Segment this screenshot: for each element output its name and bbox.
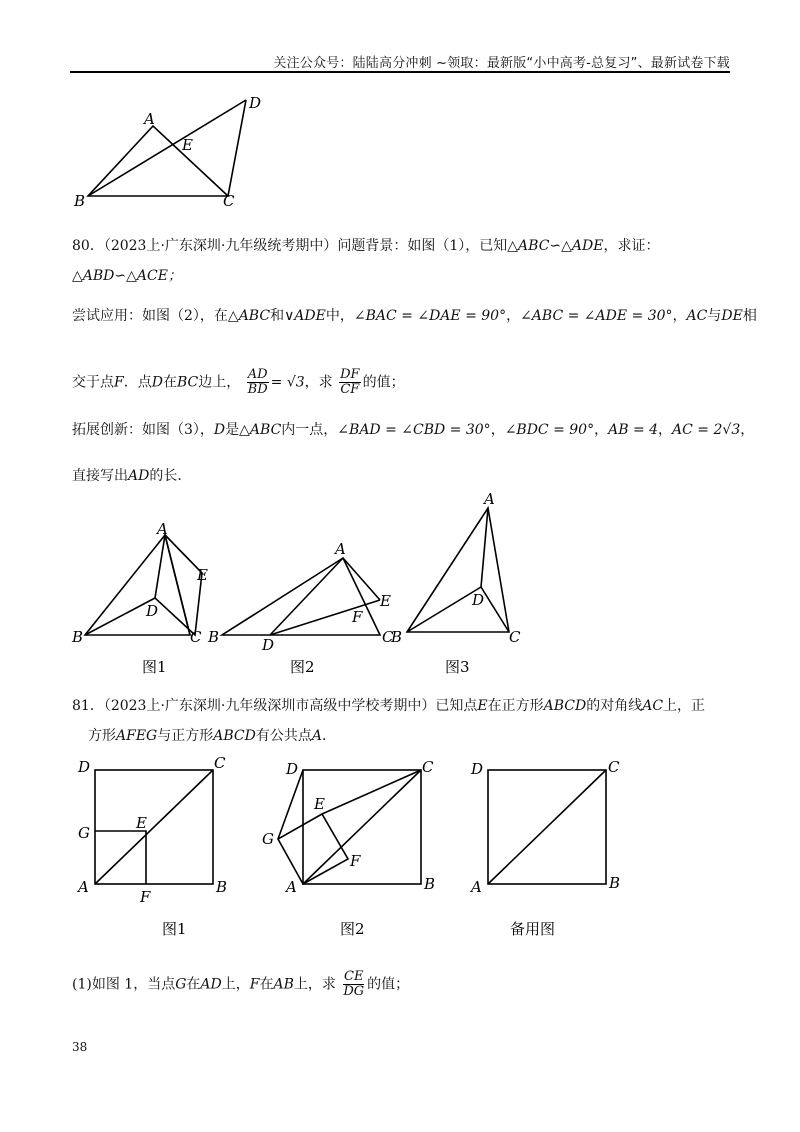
p81-caption-1: 图1 — [162, 920, 187, 938]
svg-text:B: B — [72, 628, 84, 646]
svg-text:F: F — [140, 888, 151, 906]
page-number: 38 — [72, 1040, 88, 1054]
p81-number: 81． — [72, 698, 104, 714]
svg-text:C: C — [509, 628, 521, 646]
svg-text:B: B — [391, 628, 403, 646]
svg-text:E: E — [380, 592, 391, 610]
svg-text:B: B — [216, 878, 228, 896]
fraction-ad-bd: $\frac{AD}{BD}$ — [247, 367, 268, 397]
p81-caption-2: 图2 — [340, 920, 365, 938]
svg-text:A: A — [286, 878, 297, 896]
p80-figures — [60, 490, 680, 676]
p80-caption-3: 图3 — [445, 658, 470, 676]
p81-figures — [60, 752, 660, 947]
p81-line1: 81．（2023上·广东深圳·九年级深圳市高级中学校考期中）已知点E在正方形ABCD的对角线AC上，正 — [72, 698, 706, 714]
p80-line3: 尝试应用：如图（2），在△ABC和∨ADE中，∠BAC = ∠DAE = 90°，∠ABC = ∠ADE = 30°，AC与DE相 — [72, 308, 757, 324]
svg-text:A: A — [484, 490, 495, 508]
svg-text:C: C — [422, 758, 434, 776]
svg-text:E: E — [197, 566, 208, 584]
label-e: E — [182, 136, 193, 154]
p80-fig3 — [390, 490, 521, 646]
header-rule — [70, 71, 730, 73]
label-d: D — [249, 94, 262, 112]
label-a: A — [144, 110, 155, 128]
p81-fig-spare — [469, 758, 620, 896]
p80-caption-2: 图2 — [290, 658, 315, 676]
svg-text:B: B — [424, 875, 436, 893]
svg-text:F: F — [350, 852, 361, 870]
label-c: C — [223, 192, 235, 210]
svg-text:C: C — [382, 628, 394, 646]
p80-number: 80． — [72, 238, 104, 254]
fraction-ce-dg: $\frac{CE}{DG}$ — [343, 969, 365, 999]
svg-text:D: D — [262, 636, 275, 654]
svg-text:G: G — [262, 830, 274, 848]
svg-text:A: A — [471, 878, 482, 896]
p81-question1: (1)如图 1，当点G在AD上，F在AB上，求 $\frac{CE}{DG}$ 的值； — [72, 969, 410, 999]
p80-line6: 直接写出AD的长． — [72, 468, 192, 484]
label-b: B — [74, 192, 86, 210]
segment-dc — [228, 100, 246, 196]
svg-text:E: E — [314, 795, 325, 813]
p80-line5: 拓展创新：如图（3），D是△ABC内一点，∠BAD = ∠CBD = 30°，∠BDC = 90°，AB = 4，AC = 2√3， — [72, 422, 755, 438]
p81-line2: 方形AFEG与正方形ABCD有公共点A． — [88, 728, 336, 744]
svg-text:C: C — [608, 758, 620, 776]
triangle-abc — [88, 126, 228, 196]
svg-text:C: C — [190, 628, 202, 646]
p80-fig1 — [71, 520, 208, 646]
svg-text:D: D — [78, 758, 91, 776]
p80-line2: △ABD∽△ACE； — [72, 268, 182, 284]
svg-text:D: D — [472, 591, 485, 609]
p80-line4: 交于点F．点D在BC边上， $\frac{AD}{BD}$ = √3，求 $\frac{DF}{CF}$ 的值； — [72, 367, 405, 397]
svg-text:F: F — [352, 608, 363, 626]
p81-source: （2023上·广东深圳·九年级深圳市高级中学校考期中） — [103, 698, 436, 714]
svg-text:G: G — [78, 824, 90, 842]
p80-fig2 — [207, 540, 394, 654]
p80-source: （2023上·广东深圳·九年级统考期中） — [103, 238, 338, 254]
svg-text:B: B — [609, 874, 621, 892]
header-text: 关注公众号：陆陆高分冲刺 ~领取：最新版“小中高考-总复习”、最新试卷下载 — [273, 56, 730, 71]
svg-text:D: D — [471, 760, 484, 778]
svg-text:A: A — [157, 520, 168, 538]
segment-bd — [88, 100, 246, 196]
svg-text:B: B — [208, 628, 220, 646]
svg-text:A: A — [335, 540, 346, 558]
figure-top — [60, 88, 280, 213]
svg-text:C: C — [214, 754, 226, 772]
p81-fig2 — [262, 758, 435, 896]
svg-text:D: D — [286, 760, 299, 778]
fraction-df-cf: $\frac{DF}{CF}$ — [340, 367, 360, 397]
svg-text:D: D — [146, 602, 159, 620]
p80-line1: 80．（2023上·广东深圳·九年级统考期中）问题背景：如图（1），已知△ABC∽△ADE，求证： — [72, 238, 660, 254]
p80-caption-1: 图1 — [142, 658, 167, 676]
svg-text:E: E — [136, 814, 147, 832]
p81-fig1 — [76, 754, 227, 906]
svg-text:A: A — [78, 878, 89, 896]
p81-caption-3: 备用图 — [510, 920, 556, 938]
